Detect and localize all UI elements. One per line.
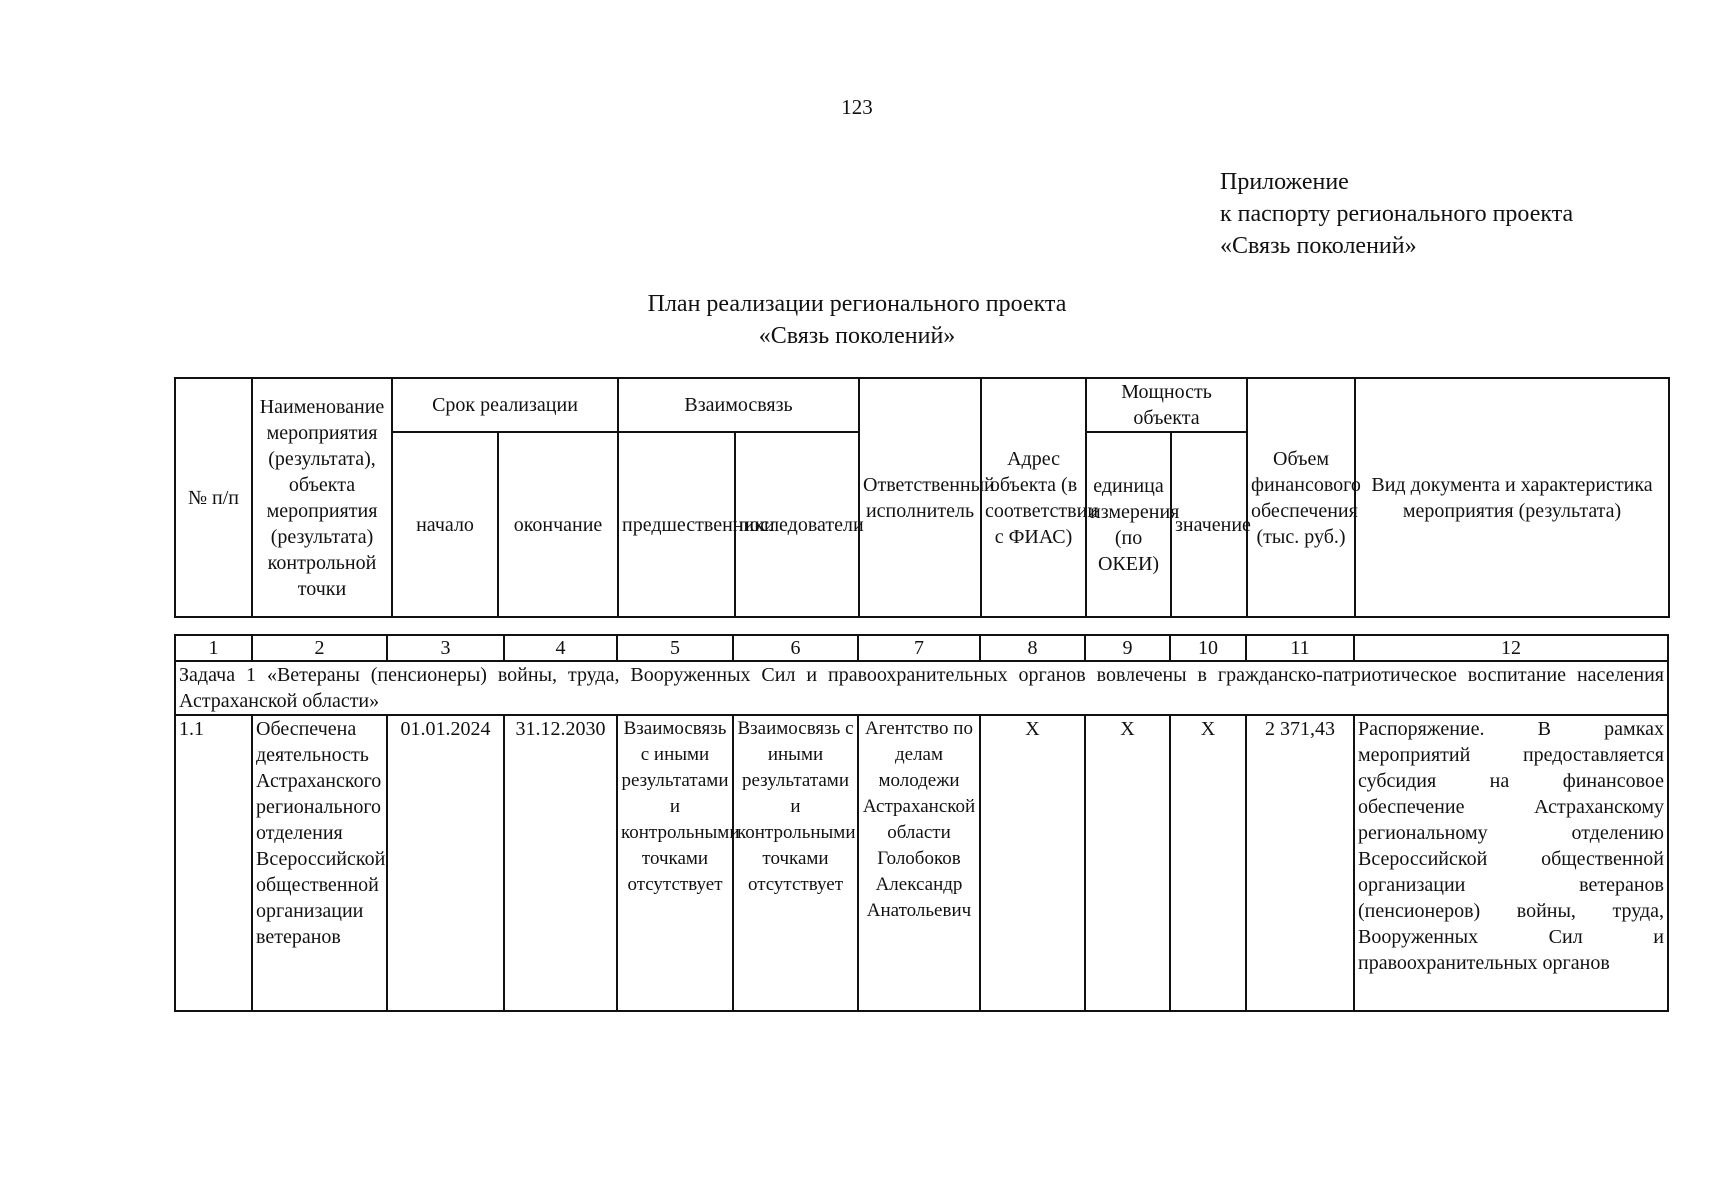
column-number: 11 [1246,635,1354,661]
header-doc-type: Вид документа и характеристика мероприятия (результата) [1355,378,1669,617]
header-num: № п/п [175,378,252,617]
appendix-line-3: «Связь поколений» [1220,233,1417,259]
header-capacity: Мощность объекта [1086,378,1247,432]
header-successors: последователи [735,432,859,617]
column-number: 6 [733,635,858,661]
column-number: 10 [1170,635,1246,661]
header-value: значение [1171,432,1247,617]
header-name: Наименование мероприятия (результата), объекта мероприятия (результата) контрольной точки [252,378,392,617]
header-responsible: Ответственный исполнитель [859,378,981,617]
row-unit: X [1085,715,1170,1011]
header-start: начало [392,432,498,617]
column-number: 9 [1085,635,1170,661]
task-text: Задача 1 «Ветераны (пенсионеры) войны, труда, Вооруженных Сил и правоохранительных органов вовлечены в гражданско-патриотическое воспитание населения Астраханской области» [175,661,1668,715]
table-row [175,715,1668,1011]
appendix-line-1: Приложение [1220,169,1349,195]
page-number: 123 [841,95,873,119]
column-number: 8 [980,635,1085,661]
document-title [0,288,1714,352]
header-relation: Взаимосвязь [618,378,859,432]
appendix-block [1220,166,1573,262]
column-number: 3 [387,635,504,661]
header-predecessors: предшественники [618,432,735,617]
title-line-2: «Связь поколений» [758,323,956,349]
row-start: 01.01.2024 [387,715,504,1011]
row-funding: 2 371,43 [1246,715,1354,1011]
header-address: Адрес объекта (в соответствии с ФИАС) [981,378,1086,617]
row-predecessors: Взаимосвязь с иными результатами и контрольными точками отсутствует [617,715,733,1011]
appendix-line-2: к паспорту регионального проекта [1220,201,1574,227]
row-doc-type: Распоряжение. В рамках мероприятий предоставляется субсидия на финансовое обеспечение Астраханскому региональному отделению Всероссийской общественной организации ветеранов (пенсионеров) войны, труда, Вооруженных Сил и правоохранительных органов [1354,715,1668,1011]
task-row [175,661,1668,715]
column-number: 5 [617,635,733,661]
column-number: 1 [175,635,252,661]
row-end: 31.12.2030 [504,715,617,1011]
header-funding: Объем финансового обеспечения (тыс. руб.) [1247,378,1355,617]
header-period: Срок реализации [392,378,618,432]
column-number: 12 [1354,635,1668,661]
row-name: Обеспечена деятельность Астраханского регионального отделения Всероссийской общественной организации ветеранов [252,715,387,1011]
row-responsible: Агентство по делам молодежи Астраханской области Голобоков Александр Анатольевич [858,715,980,1011]
row-successors: Взаимосвязь с иными результатами и контрольными точками отсутствует [733,715,858,1011]
row-address: X [980,715,1085,1011]
header-unit: единица измерения (по ОКЕИ) [1086,432,1171,617]
title-line-1: План реализации регионального проекта [647,291,1067,317]
plan-table-header [174,377,1670,618]
column-number-row [175,635,1668,661]
header-end: окончание [498,432,618,617]
column-number: 7 [858,635,980,661]
row-num: 1.1 [175,715,252,1011]
column-number: 4 [504,635,617,661]
row-value: X [1170,715,1246,1011]
column-number: 2 [252,635,387,661]
plan-table-body [174,634,1669,1012]
